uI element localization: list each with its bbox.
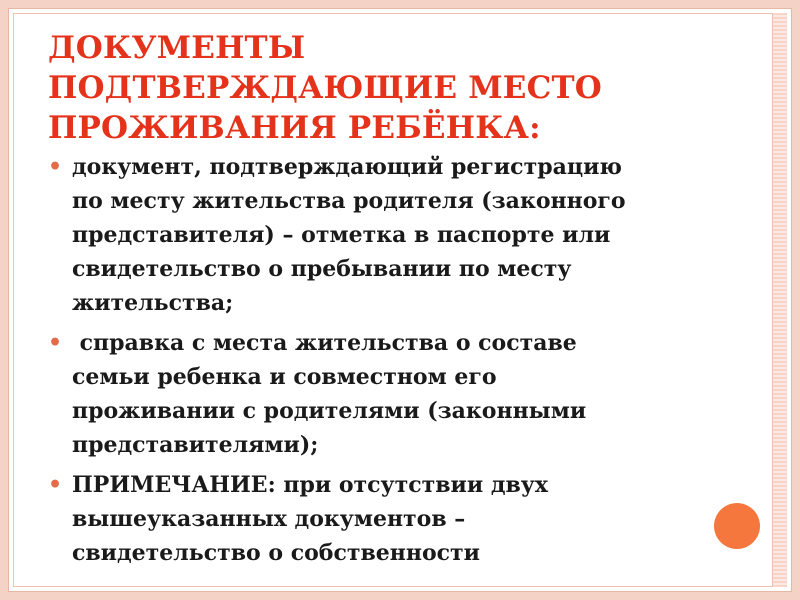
slide-title (48, 28, 688, 148)
bullet-text-line: свидетельство о пребывании по месту (72, 256, 572, 282)
bullet-text-line: документ, подтверждающий регистрацию (72, 154, 622, 180)
title-line: ПОДТВЕРЖДАЮЩИЕ МЕСТО (48, 70, 602, 106)
bullet-list (48, 150, 688, 576)
bullet-text-line: жительства; (72, 290, 234, 316)
bullet-text-line: ПРИМЕЧАНИЕ: при отсутствии двух (72, 472, 548, 498)
bullet-text-line: семьи ребенка и совместном его (72, 364, 497, 390)
bullet-item-note (48, 468, 688, 570)
bullet-item-certificate (48, 326, 688, 462)
bullet-text-line: представителями); (72, 432, 319, 458)
decorative-right-stripe (772, 13, 787, 587)
bullet-text-line: проживании с родителями (законными (72, 398, 587, 424)
title-line: ПРОЖИВАНИЯ РЕБЁНКА: (48, 110, 541, 146)
bullet-text-line: справка с места жительства о составе (72, 330, 577, 356)
bullet-item-registration (48, 150, 688, 320)
bullet-text-line: представителя) – отметка в паспорте или (72, 222, 611, 248)
bullet-icon: • (48, 472, 63, 498)
decorative-orange-circle (714, 503, 760, 549)
bullet-icon: • (48, 330, 63, 356)
bullet-text-line: свидетельство о собственности (72, 540, 480, 566)
title-line: ДОКУМЕНТЫ (48, 30, 306, 66)
bullet-text-line: по месту жительства родителя (законного (72, 188, 626, 214)
bullet-icon: • (48, 154, 63, 180)
bullet-text-line: вышеуказанных документов – (72, 506, 466, 532)
